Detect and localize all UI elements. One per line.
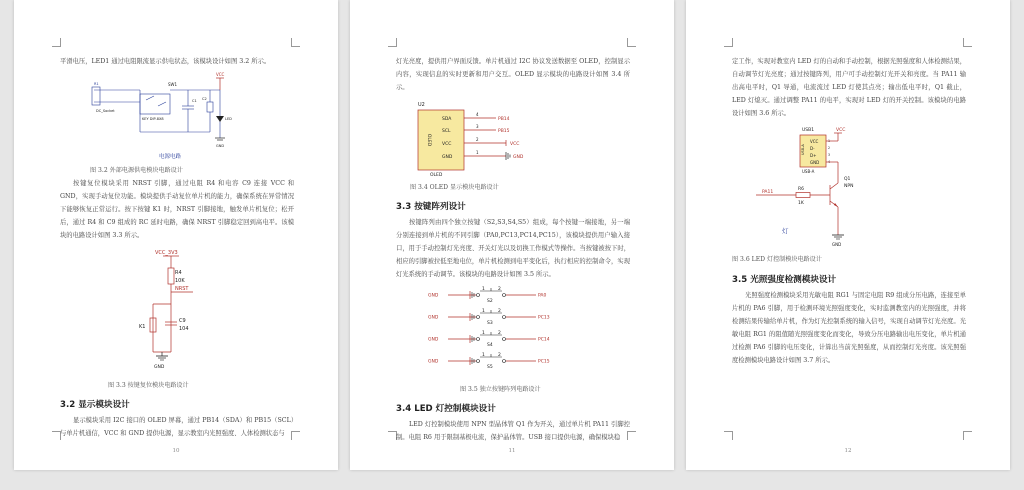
pin-number: 4: [476, 112, 479, 117]
key-row: [428, 330, 550, 348]
paragraph: 平滑电压，LED1 通过电阻限流显示供电状态，该模块设计如图 3.2 所示。: [60, 58, 271, 65]
net-label: VCC: [216, 72, 225, 77]
part-label: KEY DIP-8X8: [142, 117, 164, 121]
section-heading: 3.3 按键阵列设计: [396, 202, 466, 212]
pin-number: 1: [482, 309, 485, 314]
part-label: NPN: [844, 184, 854, 189]
net-label: GND: [428, 293, 439, 299]
pin-label: VCC: [442, 142, 452, 147]
component-name: USB-A: [802, 169, 815, 174]
part-label: S5: [487, 365, 493, 370]
circuit-title: 电源电路: [158, 154, 182, 160]
net-label: VCC_3V3: [155, 250, 178, 256]
led-control-circuit-figure: [752, 125, 902, 255]
document-page-12: [686, 0, 1010, 470]
figure-caption: 图 3.5 独立按键阵列电路设计: [460, 386, 541, 393]
pin-number: 2: [498, 331, 501, 336]
pin-number: 3: [828, 153, 831, 157]
pin-label: GND: [442, 155, 453, 160]
page-number: 11: [508, 448, 516, 454]
pin-number: 4: [828, 160, 831, 164]
pin-label: D+: [810, 153, 817, 158]
part-label: S2: [487, 299, 493, 304]
part-value: 1K: [798, 201, 804, 206]
pin-number: 2: [498, 353, 501, 358]
part-label: SW1: [168, 82, 178, 87]
crop-mark: [963, 431, 972, 440]
net-label: PC15: [538, 359, 550, 365]
crop-mark: [627, 38, 636, 47]
pin-number: 1: [482, 287, 485, 292]
paragraph: 按键复位模块采用 NRST 引脚，通过电阻 R4 和电容 C9 连接 VCC 和 GND，实现手动复位功能。模块提供手动复位单片机的能力，确保系统在异常情况下能够恢复正常运行。按下按键 K1 时，NRST 引脚接地，触发单片机复位；松开后，通过 R4 和 C9 组成的 RC 延时电路，确保 NRST 引脚稳定回到高电平。该模块的电路设计如图 3.3 所示。: [60, 180, 294, 239]
net-label: PC14: [538, 337, 550, 343]
key-row: [428, 352, 550, 370]
pin-label: GND: [810, 160, 820, 165]
pin-label: SCL: [442, 129, 451, 134]
net-label: GND: [513, 155, 524, 160]
net-label: PB14: [498, 117, 510, 122]
part-label: R4: [175, 270, 182, 276]
paragraph: 按键阵列由四个独立按键（S2,S3,S4,S5）组成，每个按键一端接地，另一端分别连接到单片机的不同引脚（PA0,PC13,PC14,PC15），该模块提供用户输入接口，用于手动控制灯光亮度、开关灯光以及切换工作模式等操作。当按键被按下时，相应的引脚被拉低至地电位，单片机检测到电平变化后，执行相应的控制命令，实现灯光系统的手动调节。该模块的电路设计如图 3.5 所示。: [396, 219, 630, 278]
section-heading: 3.5 光照强度检测模块设计: [732, 275, 837, 285]
section-heading: 3.2 显示模块设计: [60, 400, 130, 410]
net-label: PA0: [538, 293, 547, 299]
net-label: GND: [154, 365, 165, 370]
key-row: [428, 308, 550, 326]
pin-number: 1: [828, 139, 831, 143]
component-name: OLED: [426, 133, 431, 147]
pin-label: SDA: [442, 117, 452, 122]
section-heading: 3.4 LED 灯控制模块设计: [396, 404, 496, 414]
crop-mark: [52, 38, 61, 47]
pin-label: VCC: [810, 139, 819, 144]
pin-number: 2: [498, 309, 501, 314]
part-label: C2: [202, 97, 207, 101]
part-value: 10K: [175, 278, 185, 284]
document-page-11: [350, 0, 674, 470]
part-label: K1: [139, 324, 146, 330]
power-supply-circuit-figure: [70, 72, 270, 162]
oled-display-circuit-figure: [416, 98, 566, 178]
net-label: VCC: [510, 142, 520, 147]
paragraph: 灯光亮度，提供用户界面反馈。单片机通过 I2C 协议发送数据至 OLED，控制显示内容，实现信息的实时更新和用户交互。OLED 显示模块的电路设计如图 3.4 所示。: [396, 58, 630, 91]
part-label: U2: [418, 102, 425, 108]
pin-number: 2: [498, 287, 501, 292]
net-label: GND: [216, 144, 225, 148]
net-label: GND: [832, 242, 842, 247]
pin-label: D-: [810, 146, 815, 151]
paragraph: 显示模块采用 I2C 接口的 OLED 屏幕，通过 PB14（SDA）和 PB15（SCL）与单片机通信，VCC 和 GND 提供电源，显示教室内光照强度、人体检测状态与: [60, 417, 294, 437]
part-label: LED: [225, 117, 232, 121]
part-label: R6: [798, 187, 804, 192]
part-label: R1: [94, 82, 99, 86]
net-label: GND: [428, 337, 439, 343]
pin-number: 1: [482, 353, 485, 358]
document-page-10: [14, 0, 338, 470]
net-label: GND: [428, 315, 439, 321]
part-label: C1: [192, 99, 197, 103]
key-row: [428, 286, 547, 304]
figure-caption: 图 3.4 OLED 显示模块电路设计: [410, 184, 499, 191]
part-label: S3: [487, 321, 493, 326]
page-number: 12: [844, 448, 852, 454]
reset-button-circuit-figure: [139, 248, 225, 370]
net-label: PA11: [762, 190, 774, 195]
part-label: C9: [179, 318, 186, 324]
part-label: Q1: [844, 177, 851, 182]
annotation: 灯: [782, 227, 789, 235]
key-array-circuit-figure: [426, 285, 596, 381]
page-number: 10: [172, 448, 180, 454]
crop-mark: [724, 38, 733, 47]
crop-mark: [963, 38, 972, 47]
pin-number: 1: [482, 331, 485, 336]
part-value: 104: [179, 326, 189, 332]
pin-number: 2: [476, 137, 479, 142]
figure-caption: 图 3.3 按键复位模块电路设计: [108, 382, 189, 389]
pin-number: 1: [476, 150, 479, 155]
pin-number: 3: [476, 124, 479, 129]
paragraph: 光照强度检测模块采用光敏电阻 RG1 与固定电阻 R9 组成分压电路，连接至单片机的 PA6 引脚，用于检测环境光照强度变化，实时监测教室内的光照强度，并将检测结果传输给单片机，作为灯光控制系统的输入信号，实现自动调节灯光亮度。光敏电阻 RG1 的阻值随光照强度变化而变化，导致分压电路输出电压变化，单片机通过检测 PA6 引脚的电压变化，计算出当前光照强度，从而控制灯光亮度。该光照强度检测模块电路设计如图 3.7 所示。: [732, 292, 966, 364]
net-label: PC13: [538, 315, 550, 321]
part-label: DC_Socket: [96, 109, 115, 113]
figure-caption: 图 3.6 LED 灯控制模块电路设计: [732, 256, 822, 263]
figure-caption: 图 3.2 外部电源供电模块电路设计: [90, 167, 183, 174]
net-label: PB15: [498, 129, 510, 134]
crop-mark: [388, 38, 397, 47]
part-label: S4: [487, 343, 493, 348]
pin-number: 2: [828, 146, 831, 150]
component-name: USB-A: [801, 144, 805, 155]
net-label: NRST: [175, 286, 189, 292]
component-name: OLED: [430, 173, 443, 178]
paragraph: LED 灯控制模块使用 NPN 型晶体管 Q1 作为开关，通过单片机 PA11 引脚控制。电阻 R6 用于限制基极电流，保护晶体管。USB 接口提供电源，确保模块稳: [396, 421, 630, 441]
net-label: VCC: [836, 128, 846, 133]
paragraph: 定工作，实现对教室内 LED 灯的自动和手动控制，根据光照强度和人体检测结果，自动调节灯光亮度；通过按键阵列，用户可手动控制灯光开关和亮度。当 PA11 输出高电平时，Q1 导通，电流流过 LED 灯使其点亮；输出低电平时，Q1 截止，LED 灯熄灭。通过调整 PA11 的电平，实现对 LED 灯的开关控制。该模块的电路设计如图 3.6 所示。: [732, 58, 966, 117]
crop-mark: [291, 38, 300, 47]
part-label: USB1: [802, 128, 815, 133]
net-label: GND: [428, 359, 439, 365]
crop-mark: [724, 431, 733, 440]
